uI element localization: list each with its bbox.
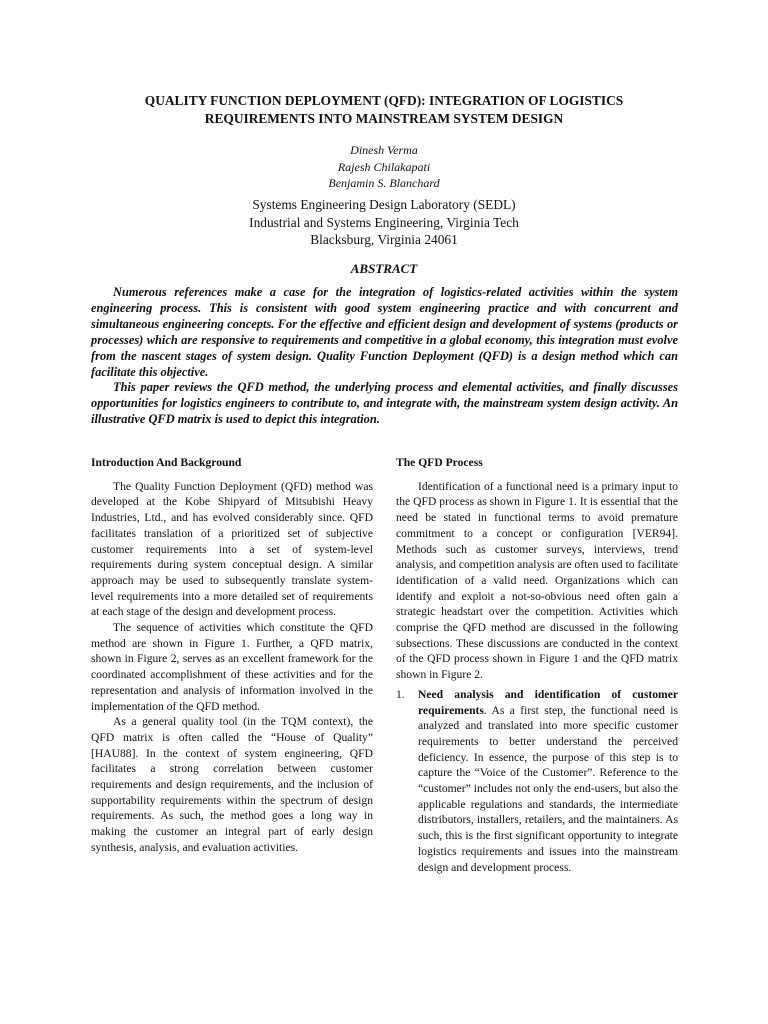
title-line-2: REQUIREMENTS INTO MAINSTREAM SYSTEM DESIGN <box>204 111 564 126</box>
author-name: Rajesh Chilakapati <box>337 159 431 174</box>
affiliation-line: Industrial and Systems Engineering, Virginia Tech <box>249 214 519 230</box>
affiliation-line: Blacksburg, Virginia 24061 <box>310 232 458 247</box>
left-column <box>91 455 373 856</box>
list-item-number: 1. <box>396 687 405 701</box>
section-heading-process: The QFD Process <box>396 456 483 469</box>
right-column <box>396 455 678 875</box>
title-line-1: QUALITY FUNCTION DEPLOYMENT (QFD): INTEGRATION OF LOGISTICS <box>144 93 624 108</box>
abstract-body <box>91 285 678 428</box>
body-paragraph: Identification of a functional need is a primary input to the QFD process as shown in Figure 1. It is essential that the need be stated in functional terms to avoid premature commitment to a concept or configuration [VER94]. Methods such as customer surveys, interviews, trend analysis, and competition analysis are often used to facilitate identification of a valid need. Organizations which can identify and exploit a not-so-obvious need often gain a strategic headstart over the competition. Activities which comprise the QFD method are discussed in the following subsections. These discussions are conducted in the context of the QFD process shown in Figure 1 and the QFD matrix shown in Figure 2. <box>396 479 678 682</box>
abstract-paragraph: This paper reviews the QFD method, the underlying process and elemental activities, and finally discusses opportunities for logistics engineers to contribute to, and integrate with, the mainstream system design activity. An illustrative QFD matrix is used to depict this integration. <box>91 380 678 427</box>
list-item <box>396 687 678 875</box>
body-paragraph: The Quality Function Deployment (QFD) method was developed at the Kobe Shipyard of Mitsubishi Heavy Industries, Ltd., and has evolved considerably since. QFD facilitates translation of a prioritized set of subjective customer requirements into a set of system-level requirements during system conceptual design. A similar approach may be used to subsequently translate system-level requirements into a more detailed set of requirements at each stage of the design and development process. <box>91 479 373 619</box>
affiliation <box>60 196 708 249</box>
body-paragraph: The sequence of activities which constitute the QFD method are shown in Figure 1. Further, a QFD matrix, shown in Figure 2, serves as an excellent framework for the coordinated accomplishment of these activities and for the representation and analysis of information involved in the implementation of the QFD method. <box>91 621 373 713</box>
abstract-heading: ABSTRACT <box>350 261 418 276</box>
section-heading-intro: Introduction And Background <box>91 456 242 469</box>
abstract-paragraph: Numerous references make a case for the integration of logistics-related activities within the system engineering process. This is consistent with good system engineering practice and with concurrent and simultaneous engineering concepts. For the effective and efficient design and development of systems (products or processes) which are responsive to requirements and competitive in a global economy, this integration must evolve from the nascent stages of system design. Quality Function Deployment (QFD) is a design method which can facilitate this objective. <box>91 285 678 379</box>
numbered-list <box>396 687 678 875</box>
author-list <box>60 142 708 192</box>
author-name: Dinesh Verma <box>350 143 418 157</box>
affiliation-line: Systems Engineering Design Laboratory (SEDL) <box>252 197 516 212</box>
paper-title <box>60 92 708 128</box>
author-name: Benjamin S. Blanchard <box>328 176 440 190</box>
body-paragraph: As a general quality tool (in the TQM context), the QFD matrix is often called the “House of Quality” [HAU88]. In the context of system engineering, QFD facilitates a strong correlation between customer requirements and design requirements, and the inclusion of supportability requirements within the spectrum of design requirements. As such, the method goes a long way in making the customer an integral part of early design synthesis, analysis, and evaluation activities. <box>91 715 373 854</box>
list-item-text: . As a first step, the functional need is analyzed and translated into more specific customer requirements to better understand the perceived deficiency. In essence, the purpose of this step is to capture the “Voice of the Customer”. Reference to the “customer” includes not only the end-users, but also the applicable regulations and standards, the intermediate distributors, installers, retailers, and the maintainers. As such, this is the first significant opportunity to integrate logistics requirements and issues into the mainstream design and development process. <box>418 703 678 874</box>
list-item-lead: Need analysis and identification of customer requirements <box>418 687 678 717</box>
